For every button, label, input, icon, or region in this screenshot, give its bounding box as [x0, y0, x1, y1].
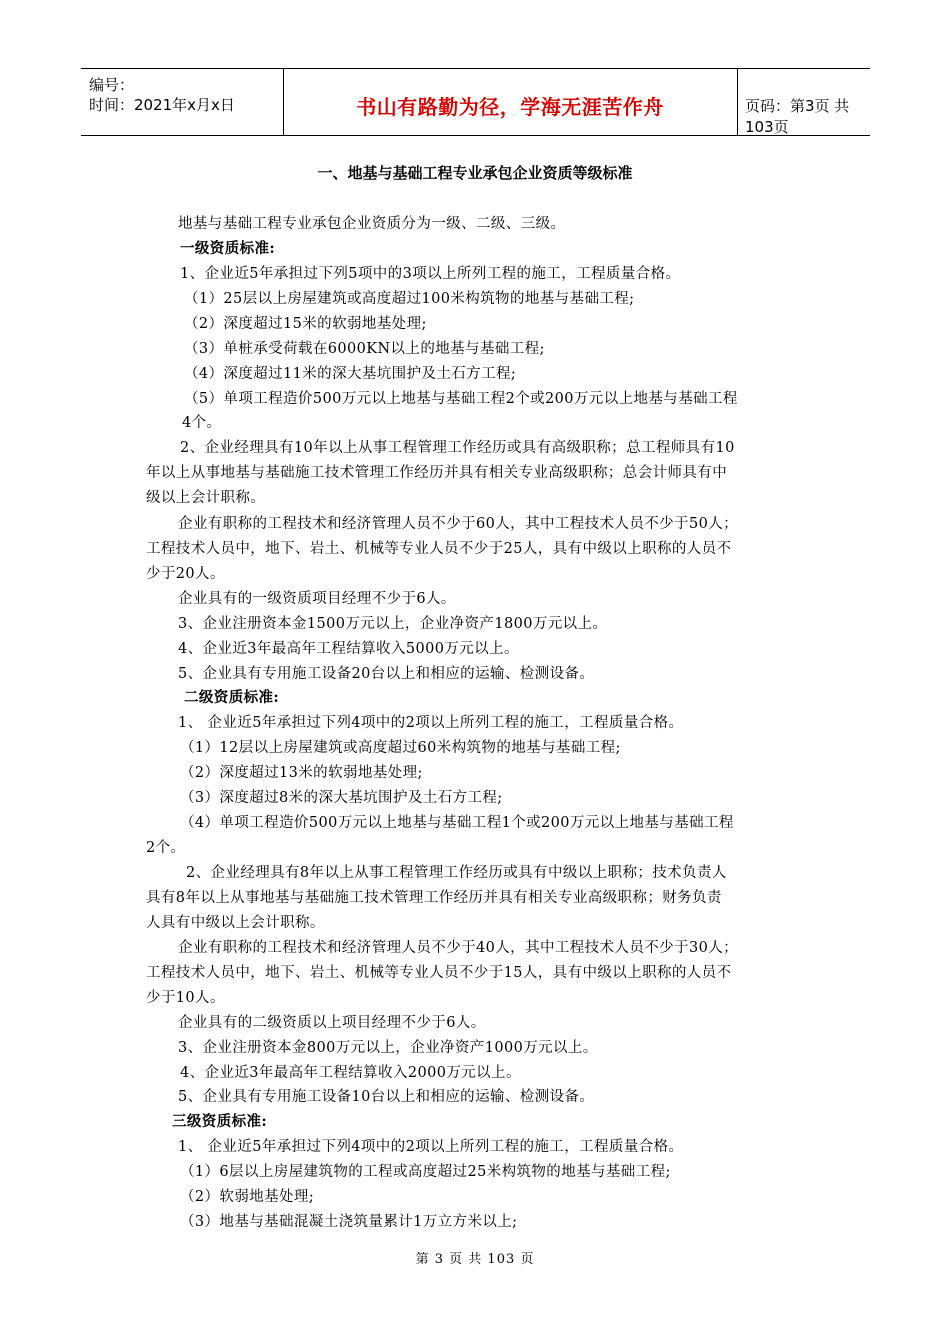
- paragraph-line: 企业具有的二级资质以上项目经理不少于6人。: [178, 1015, 486, 1031]
- header-info-cell: [81, 69, 284, 135]
- paragraph-line: 少于20人。: [146, 566, 225, 582]
- paragraph-line: 企业有职称的工程技术和经济管理人员不少于60人，其中工程技术人员不少于50人；: [178, 516, 738, 532]
- list-item-continued: 4个。: [182, 415, 222, 431]
- paragraph-line: 5、企业具有专用施工设备20台以上和相应的运输、检测设备。: [178, 666, 595, 682]
- paragraph-line: 1、 企业近5年承担过下列4项中的2项以上所列工程的施工，工程质量合格。: [178, 1139, 684, 1155]
- paragraph-line: 级以上会计职称。: [146, 490, 266, 506]
- list-item-continued: 2个。: [146, 840, 186, 856]
- header-motto-cell: [283, 69, 738, 135]
- paragraph-line: 具有8年以上从事地基与基础施工技术管理工作经历并具有相关专业高级职称；财务负责: [146, 890, 722, 906]
- paragraph-line: 企业有职称的工程技术和经济管理人员不少于40人，其中工程技术人员不少于30人；: [178, 940, 738, 956]
- paragraph-line: 4、企业近3年最高年工程结算收入5000万元以上。: [178, 641, 519, 657]
- paragraph-line: 企业具有的一级资质项目经理不少于6人。: [178, 591, 456, 607]
- list-item: （5）单项工程造价500万元以上地基与基础工程2个或200万元以上地基与基础工程: [184, 391, 738, 407]
- paragraph-line: 地基与基础工程专业承包企业资质分为一级、二级、三级。: [178, 216, 566, 232]
- paragraph-line: 人具有中级以上会计职称。: [146, 915, 325, 931]
- list-item: （3）深度超过8米的深大基坑围护及土石方工程;: [180, 790, 503, 806]
- time-label: 时间：2021年x月x日: [89, 96, 235, 114]
- paragraph-line: 工程技术人员中，地下、岩土、机械等专业人员不少于25人，具有中级以上职称的人员不: [146, 541, 732, 557]
- paragraph-line: 3、企业注册资本金800万元以上，企业净资产1000万元以上。: [178, 1040, 598, 1056]
- document-header: [81, 68, 870, 136]
- motto-text: 书山有路勤为径，学海无涯苦作舟: [356, 95, 664, 119]
- header-page-cell: [737, 69, 870, 135]
- section-heading: 一级资质标准:: [180, 240, 276, 257]
- number-label: 编号：: [89, 76, 135, 94]
- paragraph-line: 1、企业近5年承担过下列5项中的3项以上所列工程的施工，工程质量合格。: [180, 266, 681, 282]
- list-item: （1）25层以上房屋建筑或高度超过100米构筑物的地基与基础工程;: [184, 291, 635, 307]
- section-heading: 二级资质标准:: [184, 689, 280, 706]
- section-heading: 三级资质标准:: [172, 1113, 268, 1130]
- paragraph-line: 4、企业近3年最高年工程结算收入2000万元以上。: [180, 1065, 521, 1081]
- list-item: （3）地基与基础混凝土浇筑量累计1万立方米以上;: [180, 1214, 518, 1230]
- list-item: （3）单桩承受荷载在6000KN以上的地基与基础工程;: [184, 341, 545, 357]
- list-item: （2）软弱地基处理;: [180, 1189, 315, 1205]
- page-info: 页码：第3页 共103页: [745, 97, 850, 136]
- list-item: （4）单项工程造价500万元以上地基与基础工程1个或200万元以上地基与基础工程: [180, 815, 734, 831]
- page-footer: 第 3 页 共 103 页: [415, 1252, 535, 1267]
- paragraph-line: 5、企业具有专用施工设备10台以上和相应的运输、检测设备。: [178, 1089, 595, 1105]
- paragraph-line: 少于10人。: [146, 990, 225, 1006]
- list-item: （2）深度超过13米的软弱地基处理;: [180, 765, 423, 781]
- paragraph-line: 年以上从事地基与基础施工技术管理工作经历并具有相关专业高级职称；总会计师具有中: [146, 465, 728, 481]
- paragraph-line: 工程技术人员中，地下、岩土、机械等专业人员不少于15人，具有中级以上职称的人员不: [146, 965, 732, 981]
- paragraph-line: 1、 企业近5年承担过下列4项中的2项以上所列工程的施工，工程质量合格。: [178, 715, 684, 731]
- paragraph-line: 2、企业经理具有8年以上从事工程管理工作经历或具有中级以上职称；技术负责人: [186, 865, 727, 881]
- document-title: 一、地基与基础工程专业承包企业资质等级标准: [317, 164, 633, 182]
- paragraph-line: 2、企业经理具有10年以上从事工程管理工作经历或具有高级职称；总工程师具有10: [180, 440, 735, 456]
- list-item: （1）12层以上房屋建筑或高度超过60米构筑物的地基与基础工程;: [180, 740, 621, 756]
- list-item: （1）6层以上房屋建筑物的工程或高度超过25米构筑物的地基与基础工程;: [180, 1164, 671, 1180]
- list-item: （2）深度超过15米的软弱地基处理;: [184, 316, 427, 332]
- list-item: （4）深度超过11米的深大基坑围护及土石方工程;: [184, 366, 517, 382]
- paragraph-line: 3、企业注册资本金1500万元以上，企业净资产1800万元以上。: [178, 616, 608, 632]
